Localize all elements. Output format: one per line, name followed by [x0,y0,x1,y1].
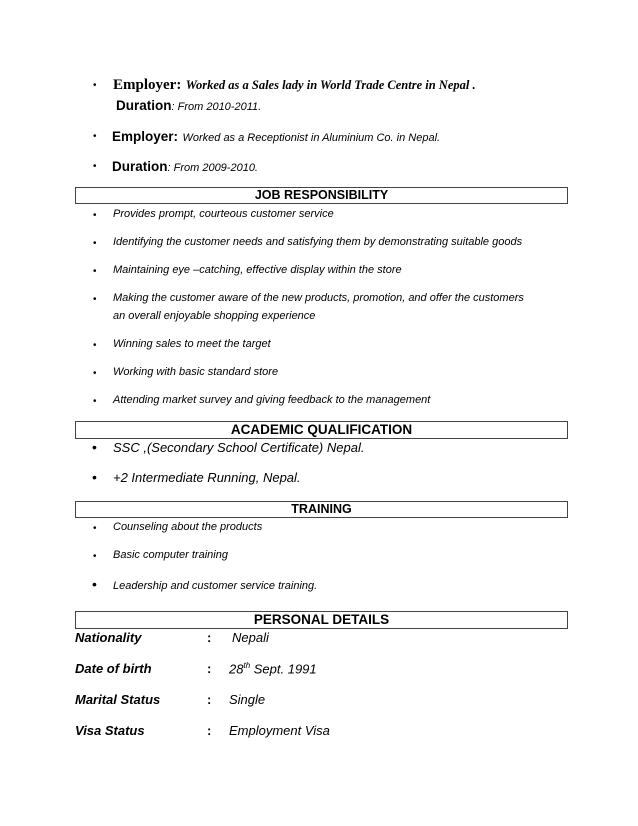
section-header-job-responsibility: JOB RESPONSIBILITY [75,187,568,204]
duration-label: Duration [112,159,168,174]
colon: : [207,630,212,645]
employer-text: Worked as a Receptionist in Aluminium Co. in Nepal. [182,132,441,144]
colon: : [207,692,212,707]
list-item-continued: an overall enjoyable shopping experience [113,310,316,322]
section-header-training: TRAINING [75,501,568,518]
bullet-icon: • [93,294,97,305]
list-item: Provides prompt, courteous customer service [113,208,334,220]
duration-text: : From 2009-2010. [167,162,258,174]
marital-status-label: Marital Status [75,692,161,707]
employment-item [112,158,258,176]
colon: : [207,723,212,738]
list-item: Winning sales to meet the target [113,338,271,350]
duration-line [116,97,261,115]
visa-status-value: Employment Visa [229,723,330,738]
dob-day: 28 [229,661,244,677]
list-item: Leadership and customer service training. [113,580,318,592]
list-item: Maintaining eye –catching, effective display within the store [113,264,402,276]
bullet-icon: • [92,576,97,592]
employer-label: Employer: [112,129,179,144]
colon: : [207,661,212,676]
bullet-icon: • [92,469,97,485]
section-header-personal-details: PERSONAL DETAILS [75,611,568,629]
bullet-icon: • [93,161,97,172]
bullet-icon: • [92,439,97,455]
list-item: +2 Intermediate Running, Nepal. [113,470,301,485]
dob-suffix: th [243,661,251,670]
list-item: Basic computer training [113,549,228,561]
dob-value [229,661,317,676]
employment-item [113,76,476,94]
list-item: Attending market survey and giving feedback to the management [113,394,431,406]
visa-status-label: Visa Status [75,723,145,738]
list-item: Working with basic standard store [113,366,279,378]
nationality-label: Nationality [75,630,142,645]
section-header-academic-qualification: ACADEMIC QUALIFICATION [75,421,568,439]
dob-label: Date of birth [75,661,152,676]
employment-item [112,128,440,146]
duration-label: Duration [116,98,172,113]
list-item: Making the customer aware of the new products, promotion, and offer the customers [113,292,524,304]
list-item: Identifying the customer needs and satisfying them by demonstrating suitable goods [113,236,523,248]
bullet-icon: • [93,396,97,407]
bullet-icon: • [93,340,97,351]
list-item: Counseling about the products [113,521,263,533]
marital-status-value: Single [229,692,266,707]
bullet-icon: • [93,80,97,91]
bullet-icon: • [93,266,97,277]
employer-label: Employer: [113,77,182,93]
nationality-value: Nepali [232,630,269,645]
employer-text: Worked as a Sales lady in World Trade Centre in Nepal . [185,78,476,92]
bullet-icon: • [93,210,97,221]
duration-text: : From 2010-2011. [171,101,262,113]
bullet-icon: • [93,368,97,379]
bullet-icon: • [93,131,97,142]
dob-rest: Sept. 1991 [250,661,317,677]
bullet-icon: • [93,523,97,534]
list-item: SSC ,(Secondary School Certificate) Nepal. [113,440,365,455]
bullet-icon: • [93,551,97,562]
bullet-icon: • [93,238,97,249]
